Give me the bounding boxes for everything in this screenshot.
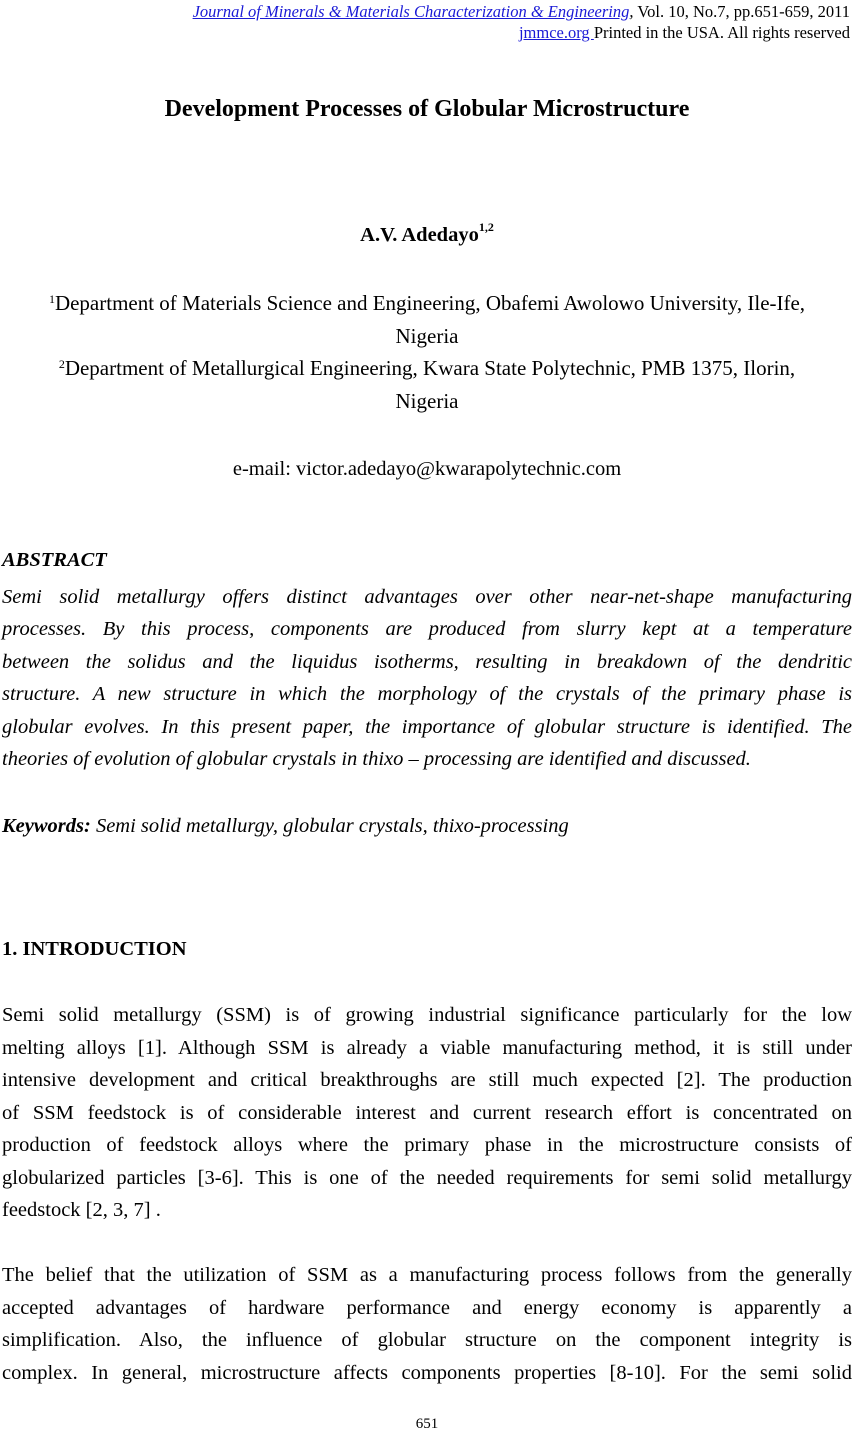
body-line: simplification. Also, the influence of globular structure on the component integrity is — [2, 1329, 852, 1351]
affiliation-2 — [0, 352, 854, 385]
body-line: melting alloys [1]. Although SSM is already a viable manufacturing method, it is still under — [2, 1037, 852, 1059]
body-line: accepted advantages of hardware performance and energy economy is apparently a — [2, 1297, 852, 1319]
affil-mark: 1 — [48, 292, 55, 306]
abstract-line: globular evolves. In this present paper, the importance of globular structure is identified. The — [2, 716, 852, 738]
affil-country: Nigeria — [395, 388, 459, 413]
affil-country: Nigeria — [395, 323, 459, 348]
site-link[interactable]: jmmce.org — [518, 23, 594, 42]
author-affil-marks: 1,2 — [478, 220, 494, 234]
journal-link[interactable]: Journal of Minerals & Materials Characterization & Engineering — [192, 2, 630, 21]
affiliation-1 — [0, 287, 854, 320]
affiliations — [0, 287, 854, 417]
paper-title: Development Processes of Globular Microstructure — [164, 96, 690, 122]
citation: , Vol. 10, No.7, pp.651-659, 2011 — [629, 2, 850, 21]
body-line: complex. In general, microstructure affects components properties [8-10]. For the semi solid — [2, 1362, 852, 1384]
abstract-line: theories of evolution of globular crystals in thixo – processing are identified and discussed. — [2, 748, 751, 770]
affil-text: Department of Metallurgical Engineering, Kwara State Polytechnic, PMB 1375, Ilorin, — [64, 356, 796, 380]
body-line: production of feedstock alloys where the primary phase in the microstructure consists of — [2, 1134, 852, 1156]
body-line: of SSM feedstock is of considerable interest and current research effort is concentrated on — [2, 1102, 852, 1124]
affil-text: Department of Materials Science and Engineering, Obafemi Awolowo University, Ile-Ife, — [54, 291, 806, 315]
email: e-mail: victor.adedayo@kwarapolytechnic.com — [232, 458, 622, 480]
keywords — [2, 815, 569, 838]
page-number: 651 — [415, 1416, 439, 1432]
body-line: Semi solid metallurgy (SSM) is of growing industrial significance particularly for the low — [2, 1004, 852, 1026]
abstract-heading: ABSTRACT — [2, 549, 107, 571]
body-line: The belief that the utilization of SSM as a manufacturing process follows from the generally — [2, 1264, 852, 1286]
introduction-heading: 1. INTRODUCTION — [2, 938, 187, 960]
keywords-label: Keywords: — [2, 815, 91, 837]
body-line: feedstock [2, 3, 7] . — [2, 1199, 161, 1221]
abstract-line: processes. By this process, components are produced from slurry kept at a temperature — [2, 618, 852, 640]
author — [0, 220, 854, 247]
journal-header — [193, 2, 850, 22]
affil-mark: 2 — [58, 357, 65, 371]
abstract-line: between the solidus and the liquidus isotherms, resulting in breakdown of the dendritic — [2, 651, 852, 673]
rights-text: Printed in the USA. All rights reserved — [593, 23, 850, 42]
author-name: A.V. Adedayo — [360, 224, 479, 246]
body-line: globularized particles [3-6]. This is one of the needed requirements for semi solid metallurgy — [2, 1167, 852, 1189]
keywords-text: Semi solid metallurgy, globular crystals, thixo-processing — [90, 815, 569, 837]
rights-line — [519, 23, 850, 43]
body-line: intensive development and critical breakthroughs are still much expected [2]. The production — [2, 1069, 852, 1091]
abstract-line: Semi solid metallurgy offers distinct advantages over other near-net-shape manufacturing — [2, 586, 852, 608]
abstract-line: structure. A new structure in which the morphology of the crystals of the primary phase is — [2, 683, 852, 705]
